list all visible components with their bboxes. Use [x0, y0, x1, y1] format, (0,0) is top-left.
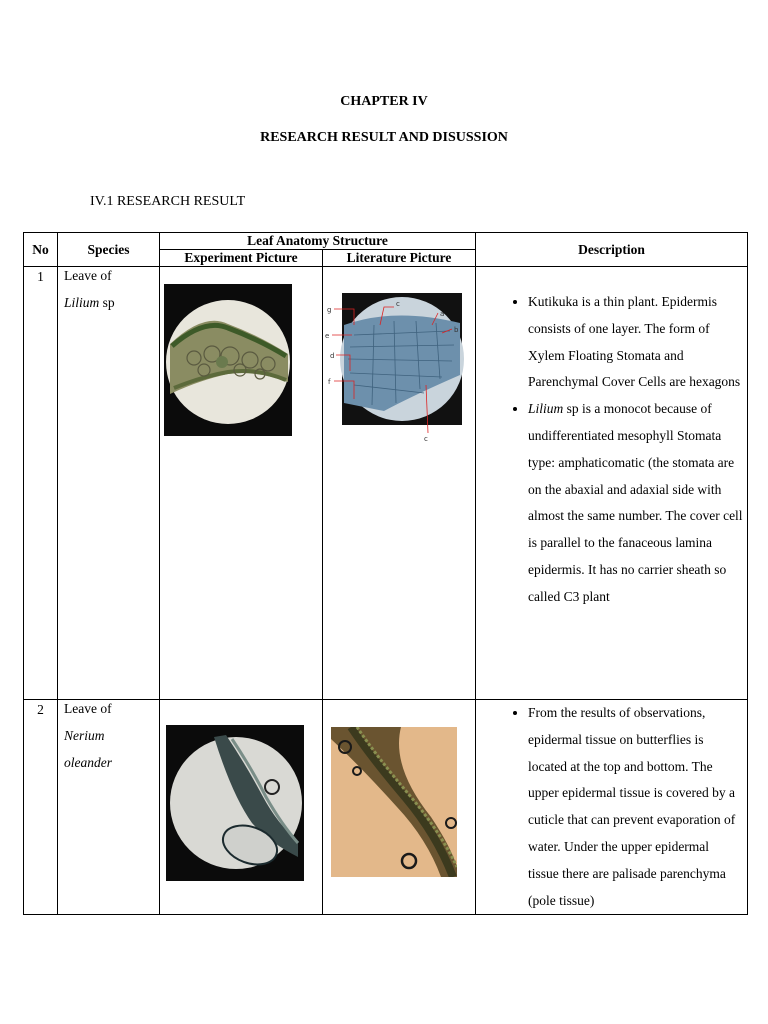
species-name-genus: Nerium [64, 728, 105, 743]
label-d: d [330, 352, 335, 360]
label-e: e [325, 332, 330, 340]
label-c-bottom: c [424, 435, 428, 443]
description-list [476, 289, 743, 611]
header-no: No [24, 233, 58, 267]
label-g: g [327, 306, 332, 314]
description-item [528, 396, 743, 610]
description-cell [476, 267, 748, 700]
experiment-picture-cell [160, 700, 323, 915]
description-italic-term: Lilium [528, 401, 564, 417]
header-leaf-anatomy: Leaf Anatomy Structure [160, 233, 476, 250]
table-row [24, 700, 748, 915]
nerium-micrograph-literature [331, 727, 457, 877]
description-list [476, 700, 743, 914]
literature-picture-cell [323, 267, 476, 700]
experiment-picture-cell [160, 267, 323, 700]
description-item: • Kutikuka is a thin plant. Epidermis consists of one layer. The form of Xylem Floating Stomata and Parenchymal Cover Cells are hexagons [528, 289, 743, 396]
label-f: f [328, 378, 331, 386]
description-text: sp is a monocot because of undifferentiated mesophyll Stomata type: amphaticomatic (the stomata are on the abaxial and adaxial side with almost the same number. The cover cell is parallel to the fanaceous lamina epidermis. It has no carrier sheath so called C3 plant [528, 401, 743, 604]
species-suffix: sp [99, 295, 115, 310]
header-description: Description [476, 233, 748, 267]
species-cell [58, 700, 160, 915]
label-c-top: c [396, 300, 400, 308]
table-row [24, 267, 748, 700]
chapter-title: RESEARCH RESULT AND DISUSSION [260, 130, 508, 145]
lilium-micrograph-literature [324, 285, 474, 455]
row-number: 2 [24, 700, 58, 915]
description-item: • From the results of observations, epidermal tissue on butterflies is located at the top and bottom. The upper epidermal tissue is covered by a cuticle that can prevent evaporation of water. Under the upper epidermal tissue there are palisade parenchyma (pole tissue) [528, 700, 743, 914]
header-experiment-picture: Experiment Picture [160, 250, 323, 267]
lilium-micrograph-experiment [164, 284, 292, 436]
row-number: 1 [24, 267, 58, 700]
literature-picture-cell [323, 700, 476, 915]
label-b: b [454, 326, 459, 334]
species-cell [58, 267, 160, 700]
nerium-micrograph-experiment [166, 725, 304, 881]
label-a: a [440, 310, 445, 318]
header-species: Species [58, 233, 160, 267]
results-table [23, 232, 748, 915]
section-heading: IV.1 RESEARCH RESULT [90, 194, 246, 209]
species-name-epithet: oleander [64, 755, 112, 770]
header-literature-picture: Literature Picture [323, 250, 476, 267]
species-name: Lilium [64, 295, 100, 310]
description-cell [476, 700, 748, 915]
species-prefix: Leave of [64, 268, 112, 283]
chapter-heading: CHAPTER IV [340, 94, 428, 109]
species-prefix: Leave of [64, 701, 112, 716]
